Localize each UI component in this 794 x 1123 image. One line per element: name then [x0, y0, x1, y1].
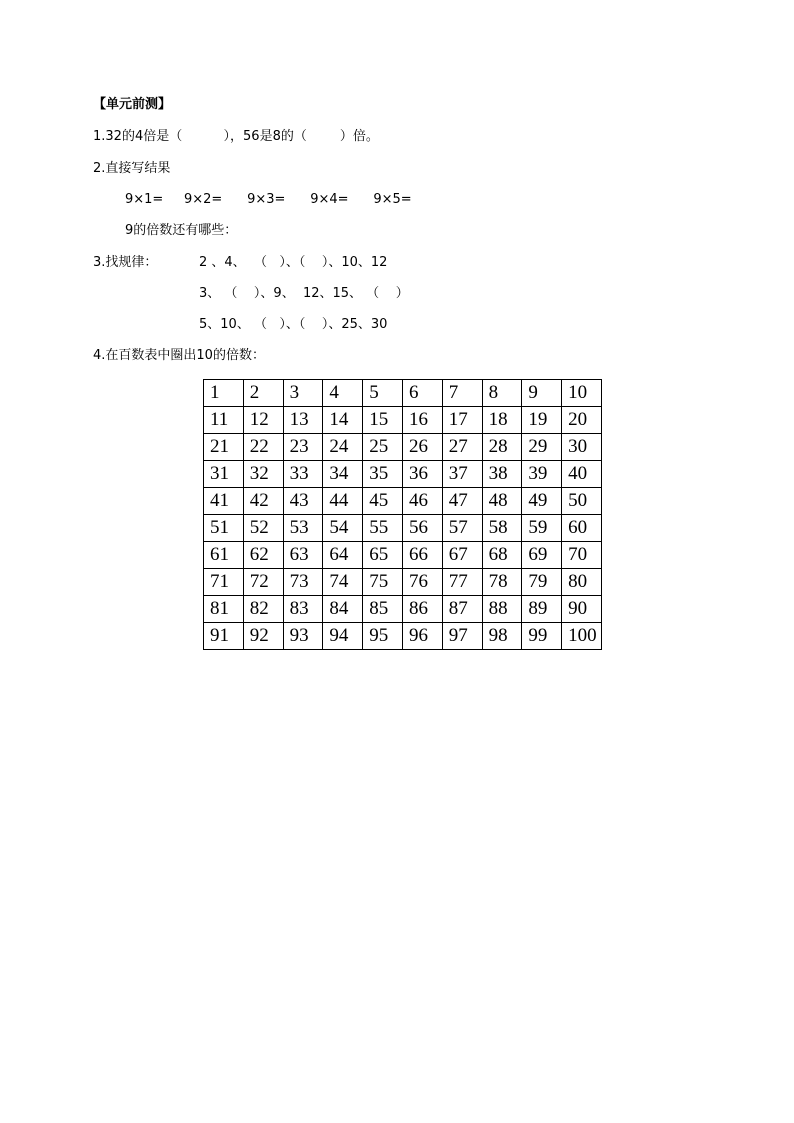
number-cell[interactable]: 3: [283, 380, 323, 407]
number-cell[interactable]: 53: [283, 515, 323, 542]
number-cell[interactable]: 42: [243, 488, 283, 515]
table-row: [204, 569, 602, 596]
number-cell[interactable]: 57: [442, 515, 482, 542]
table-row: [204, 488, 602, 515]
number-cell[interactable]: 65: [363, 542, 403, 569]
number-cell[interactable]: 97: [442, 623, 482, 650]
number-cell[interactable]: 22: [243, 434, 283, 461]
table-row: [204, 596, 602, 623]
number-cell[interactable]: 39: [522, 461, 562, 488]
number-cell[interactable]: 21: [204, 434, 244, 461]
number-cell[interactable]: 69: [522, 542, 562, 569]
number-cell[interactable]: 11: [204, 407, 244, 434]
number-cell[interactable]: 8: [482, 380, 522, 407]
number-cell[interactable]: 12: [243, 407, 283, 434]
number-cell[interactable]: 2: [243, 380, 283, 407]
table-row: [204, 623, 602, 650]
number-cell[interactable]: 93: [283, 623, 323, 650]
number-cell[interactable]: 15: [363, 407, 403, 434]
number-cell[interactable]: 26: [402, 434, 442, 461]
number-cell[interactable]: 79: [522, 569, 562, 596]
number-cell[interactable]: 43: [283, 488, 323, 515]
number-cell[interactable]: 76: [402, 569, 442, 596]
table-row: [204, 542, 602, 569]
section-title: 【单元前测】: [93, 97, 172, 112]
number-cell[interactable]: 36: [402, 461, 442, 488]
number-cell[interactable]: 14: [323, 407, 363, 434]
number-cell[interactable]: 23: [283, 434, 323, 461]
number-cell[interactable]: 18: [482, 407, 522, 434]
number-cell[interactable]: 17: [442, 407, 482, 434]
number-cell[interactable]: 88: [482, 596, 522, 623]
number-cell[interactable]: 100: [562, 623, 602, 650]
number-cell[interactable]: 28: [482, 434, 522, 461]
question-2-expressions: 9×1= 9×2= 9×3= 9×4= 9×5=: [125, 192, 412, 207]
number-cell[interactable]: 84: [323, 596, 363, 623]
number-cell[interactable]: 55: [363, 515, 403, 542]
number-cell[interactable]: 16: [402, 407, 442, 434]
table-row: [204, 380, 602, 407]
question-2-followup: 9的倍数还有哪些：: [125, 223, 238, 238]
number-cell[interactable]: 83: [283, 596, 323, 623]
number-cell[interactable]: 61: [204, 542, 244, 569]
number-cell[interactable]: 31: [204, 461, 244, 488]
pattern-row-3: 5、10、 （ ）、（ ）、25、30: [199, 317, 388, 332]
number-cell[interactable]: 66: [402, 542, 442, 569]
number-cell[interactable]: 20: [562, 407, 602, 434]
number-cell[interactable]: 62: [243, 542, 283, 569]
number-cell[interactable]: 90: [562, 596, 602, 623]
number-cell[interactable]: 19: [522, 407, 562, 434]
question-4-label: 4.在百数表中圈出10的倍数：: [93, 348, 265, 363]
number-cell[interactable]: 80: [562, 569, 602, 596]
number-cell[interactable]: 7: [442, 380, 482, 407]
number-cell[interactable]: 75: [363, 569, 403, 596]
number-cell[interactable]: 33: [283, 461, 323, 488]
number-cell[interactable]: 67: [442, 542, 482, 569]
number-cell[interactable]: 58: [482, 515, 522, 542]
number-cell[interactable]: 59: [522, 515, 562, 542]
number-cell[interactable]: 89: [522, 596, 562, 623]
hundred-chart: [203, 379, 602, 650]
number-cell[interactable]: 9: [522, 380, 562, 407]
number-cell[interactable]: 73: [283, 569, 323, 596]
number-cell[interactable]: 94: [323, 623, 363, 650]
number-cell[interactable]: 49: [522, 488, 562, 515]
pattern-row-1: 2 、4、 （ ）、（ ）、10、12: [199, 255, 388, 270]
number-cell[interactable]: 68: [482, 542, 522, 569]
number-cell[interactable]: 40: [562, 461, 602, 488]
number-cell[interactable]: 41: [204, 488, 244, 515]
number-cell[interactable]: 74: [323, 569, 363, 596]
question-3-label: 3.找规律：: [93, 255, 158, 270]
question-2-label: 2.直接写结果: [93, 161, 171, 176]
number-cell[interactable]: 86: [402, 596, 442, 623]
number-cell[interactable]: 24: [323, 434, 363, 461]
number-cell[interactable]: 50: [562, 488, 602, 515]
number-cell[interactable]: 71: [204, 569, 244, 596]
number-cell[interactable]: 52: [243, 515, 283, 542]
number-cell[interactable]: 54: [323, 515, 363, 542]
number-cell[interactable]: 78: [482, 569, 522, 596]
number-cell[interactable]: 32: [243, 461, 283, 488]
number-cell[interactable]: 34: [323, 461, 363, 488]
number-cell[interactable]: 35: [363, 461, 403, 488]
number-cell[interactable]: 82: [243, 596, 283, 623]
number-cell[interactable]: 4: [323, 380, 363, 407]
number-cell[interactable]: 77: [442, 569, 482, 596]
number-cell[interactable]: 1: [204, 380, 244, 407]
number-cell[interactable]: 91: [204, 623, 244, 650]
number-cell[interactable]: 96: [402, 623, 442, 650]
number-cell[interactable]: 56: [402, 515, 442, 542]
pattern-row-2: 3、 （ ）、9、 12、15、 （ ）: [199, 286, 409, 301]
number-cell[interactable]: 72: [243, 569, 283, 596]
number-cell[interactable]: 38: [482, 461, 522, 488]
number-cell[interactable]: 81: [204, 596, 244, 623]
number-cell[interactable]: 64: [323, 542, 363, 569]
number-cell[interactable]: 60: [562, 515, 602, 542]
number-cell[interactable]: 95: [363, 623, 403, 650]
number-cell[interactable]: 46: [402, 488, 442, 515]
number-cell[interactable]: 70: [562, 542, 602, 569]
number-cell[interactable]: 27: [442, 434, 482, 461]
number-cell[interactable]: 85: [363, 596, 403, 623]
number-cell[interactable]: 63: [283, 542, 323, 569]
number-cell[interactable]: 98: [482, 623, 522, 650]
table-row: [204, 461, 602, 488]
number-cell[interactable]: 6: [402, 380, 442, 407]
number-cell[interactable]: 44: [323, 488, 363, 515]
number-cell[interactable]: 48: [482, 488, 522, 515]
number-cell[interactable]: 99: [522, 623, 562, 650]
table-row: [204, 407, 602, 434]
table-row: [204, 515, 602, 542]
question-1: 1.32的4倍是（ ），56是8的（ ）倍。: [93, 129, 379, 144]
number-cell[interactable]: 25: [363, 434, 403, 461]
number-cell[interactable]: 29: [522, 434, 562, 461]
table-row: [204, 434, 602, 461]
number-cell[interactable]: 87: [442, 596, 482, 623]
number-cell[interactable]: 51: [204, 515, 244, 542]
number-cell[interactable]: 37: [442, 461, 482, 488]
number-cell[interactable]: 5: [363, 380, 403, 407]
number-cell[interactable]: 47: [442, 488, 482, 515]
number-cell[interactable]: 13: [283, 407, 323, 434]
number-cell[interactable]: 45: [363, 488, 403, 515]
number-cell[interactable]: 92: [243, 623, 283, 650]
number-cell[interactable]: 10: [562, 380, 602, 407]
number-cell[interactable]: 30: [562, 434, 602, 461]
